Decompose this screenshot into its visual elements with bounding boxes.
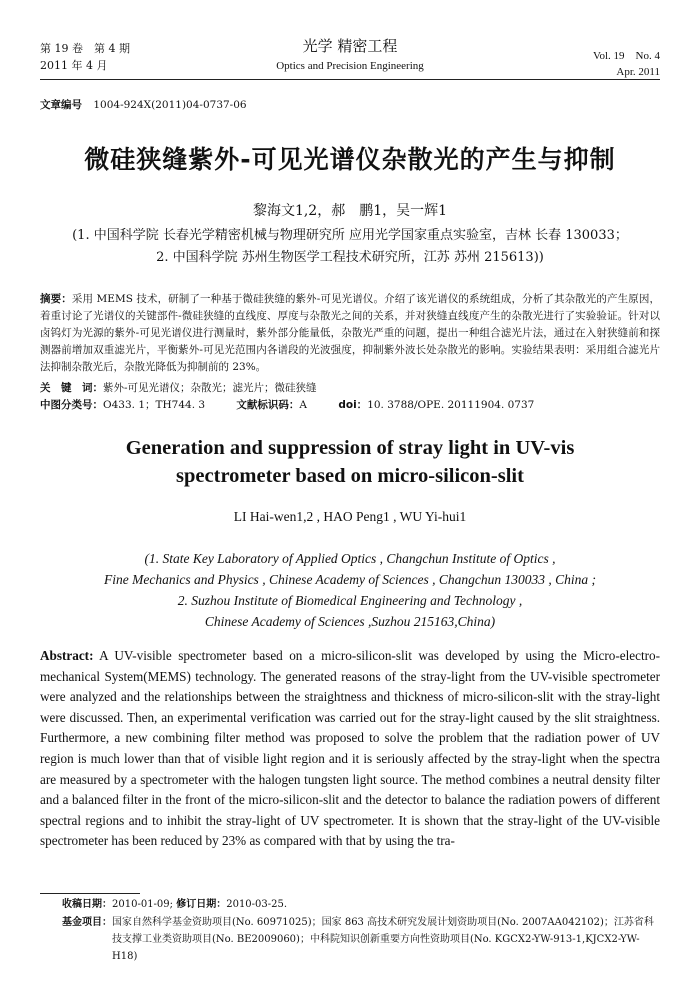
header-rule xyxy=(40,79,660,80)
funding-label: 基金项目： xyxy=(62,917,112,928)
affiliation-cn-1: (1. 中国科学院 长春光学精密机械与物理研究所 应用光学国家重点实验室，吉林 长春 130033； xyxy=(72,228,628,243)
date-en: Apr. 2011 xyxy=(616,66,660,78)
revised-label: 修订日期： xyxy=(176,899,227,910)
abstract-en-label: Abstract: xyxy=(40,648,94,663)
doc-code-value: A xyxy=(299,399,307,411)
doi-label: doi： xyxy=(338,399,368,411)
affiliation-cn-2: 2. 中国科学院 苏州生物医学工程技术研究所，江苏 苏州 215613)) xyxy=(156,250,544,265)
classification-line xyxy=(40,397,660,414)
article-number-value: 1004-924X(2011)04-0737-06 xyxy=(93,99,247,111)
doc-code-label: 文献标识码： xyxy=(236,399,300,411)
authors-en: LI Hai-wen1,2 , HAO Peng1 , WU Yi-hui1 xyxy=(233,509,467,524)
affiliation-en-2: Fine Mechanics and Physics , Chinese Academy of Sciences , Changchun 130033 , China ; xyxy=(103,572,597,587)
funding-text: 国家自然科学基金资助项目(No. 60971025)；国家 863 高技术研究发展计划资助项目(No. 2007AA042102)；江苏省科技支撑工业类资助项目(No. BE2009060)；中科院知识创新重要方向性资助项目(No. KGCX2-YW-913-1,KJCX2-YW-H18) xyxy=(112,917,654,962)
authors-cn: 黎海文1,2，郝 鹏1，吴一辉1 xyxy=(252,203,448,219)
clc-label: 中图分类号： xyxy=(40,399,103,411)
journal-name-cn: 光学 精密工程 xyxy=(302,37,398,55)
received-dates: 收稿日期：2010-01-09; 修订日期：2010-03-25. xyxy=(62,899,288,910)
abstract-cn xyxy=(40,291,660,376)
abstract-en-text: A UV-visible spectrometer based on a micro-silicon-slit was developed by using the Micro-electro-mechanical System(MEMS) technology. The generated reasons of the stray-light from the UV-visible spectrometer were analyzed and the relationships between the straightness and thickness of micro-silicon-slit with the stray-light were discussed. Then, an experimental verification was carried out for the stray-light caused by the slit straightness. Furthermore, a new combining filter method was proposed to solve the problem that the radiation power of UV region is much lower than that of visible light region and it is seriously affected by the stray-light when the spectra are measured by a spectrometer with the halogen tungsten light source. The method combines a neutral density filter and a balanced filter in the front of the micro-silicon-slit and the detector to balance the radiation powers of different spectral regions and to inhibit the stray-light of UV spectrometer. It is shown that the stray-light of the UV-visible spectrometer has been reduced by 23% as compared with that by using the tra- xyxy=(40,648,660,849)
keywords-cn xyxy=(40,380,660,397)
page-title-cn: 微硅狭缝紫外-可见光谱仪杂散光的产生与抑制 xyxy=(84,145,616,174)
received-date: 2010-01-09 xyxy=(112,899,170,910)
page-title-en-line-2: spectrometer based on micro-silicon-slit xyxy=(176,465,524,487)
clc-value: O433. 1；TH744. 3 xyxy=(103,399,206,411)
received-label: 收稿日期： xyxy=(62,899,112,910)
article-number xyxy=(40,97,247,112)
doi-value: 10. 3788/OPE. 20111904. 0737 xyxy=(367,399,535,411)
journal-name-en: Optics and Precision Engineering xyxy=(276,60,424,72)
abstract-en xyxy=(40,646,660,852)
affiliation-en-4: Chinese Academy of Sciences ,Suzhou 215163,China) xyxy=(204,614,496,629)
footnote-rule xyxy=(40,893,140,894)
keywords-cn-label: 关 键 词： xyxy=(40,382,103,394)
article-number-label: 文章编号 xyxy=(40,99,82,111)
affiliation-en-3: 2. Suzhou Institute of Biomedical Engineering and Technology , xyxy=(177,593,523,608)
abstract-cn-text: 采用 MEMS 技术，研制了一种基于微硅狭缝的紫外-可见光谱仪。介绍了该光谱仪的系统组成，分析了其杂散光的产生原因，着重讨论了光谱仪的关键部件-微硅狭缝的直线度、厚度与杂散光之间的关系，并对狭缝直线度产生的杂散光进行了实验验证。针对以卤钨灯为光源的紫外-可见光谱仪进行测量时，紫外部分能量低，杂散光严重的问题，提出一种组合滤光片法，通过在入射狭缝前和探测器前增加双重滤光片，平衡紫外-可见光范围内各谱段的光波强度，抑制紫外波长处杂散光的影响。实验结果表明：采用组合滤光片法抑制杂散光后，杂散光降低为抑制前的 23%。 xyxy=(40,293,660,373)
funding xyxy=(62,914,660,965)
abstract-cn-label: 摘要： xyxy=(40,293,72,305)
keywords-cn-text: 紫外-可见光谱仪；杂散光；滤光片；微硅狭缝 xyxy=(103,382,317,394)
revised-date: 2010-03-25. xyxy=(226,899,288,910)
volume-issue-en: Vol. 19 No. 4 xyxy=(592,50,660,62)
volume-issue-cn: 第 19 卷 第 4 期 xyxy=(40,42,130,55)
affiliation-en-1: (1. State Key Laboratory of Applied Optics , Changchun Institute of Optics , xyxy=(144,551,556,566)
page-title-en-line-1: Generation and suppression of stray light in UV-vis xyxy=(125,437,575,459)
date-cn: 2011 年 4 月 xyxy=(40,59,108,72)
